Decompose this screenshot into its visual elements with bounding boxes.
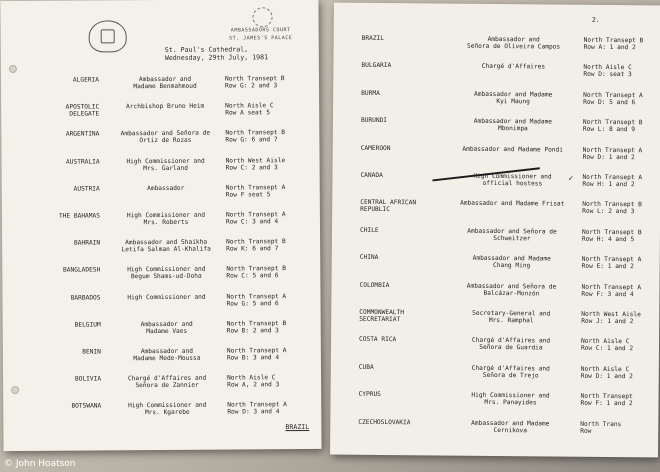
guest-name: Ambassador and Madame <box>473 117 553 126</box>
seat-location: North Transept A <box>583 91 643 100</box>
guest-name-cont: Señora de Trejo <box>482 371 539 380</box>
photo-credit: © John Hoatson <box>4 459 76 469</box>
guest-name-cont: Ortiz de Rozas <box>139 137 192 145</box>
guest-name: Ambassador and <box>487 35 540 44</box>
guest-name-cont: Chang Ming <box>493 262 531 270</box>
page-number: 2. <box>591 15 600 24</box>
country-name: COSTA RICA <box>359 336 397 344</box>
seat-row: Row A: 1 and 2 <box>583 43 636 52</box>
country-name: CENTRAL AFRICAN <box>360 199 417 207</box>
guest-name-cont: Mrs. Garland <box>143 164 188 172</box>
guest-name: Ambassador and <box>138 75 192 84</box>
guest-name-cont: Mbonimpa <box>497 125 528 133</box>
seat-location: North Transept A <box>581 283 642 291</box>
seat-row: Row J: 1 and 2 <box>581 317 634 326</box>
guest-name: High Commissioner and <box>126 211 206 220</box>
guest-name: Ambassador and Madame Frisat <box>460 200 565 208</box>
seat-location: North Aisle C <box>580 365 630 373</box>
guest-name: High Commissioner and <box>127 293 206 301</box>
header-line-1: AMBASSADORS COURT <box>230 27 291 34</box>
guest-name-cont: Cernikova <box>493 426 528 434</box>
seat-location: North Transept B <box>226 265 286 273</box>
seat-location: North Transept A <box>225 183 286 192</box>
country-name: COLOMBIA <box>359 281 390 289</box>
seat-location: North Transept B <box>583 36 644 45</box>
country-name: BELGIUM <box>74 321 101 329</box>
seating-row <box>3 401 321 437</box>
seat-location: North Transept A <box>225 211 286 219</box>
seat-location: North Transept A <box>226 347 287 355</box>
seat-row: Row B: 3 and 4 <box>226 354 280 362</box>
guest-name: Ambassador and Shaikha <box>125 238 208 247</box>
guest-name-cont: Begum Shams-ud-Doha <box>130 273 202 281</box>
seat-location: North Transept A <box>582 146 643 154</box>
seat-row: Row G: 6 and 7 <box>225 136 278 144</box>
guest-name: Ambassador and <box>140 320 193 328</box>
seat-location: North Transept B <box>226 238 286 246</box>
guest-name: Ambassador and Señora de <box>120 130 211 138</box>
country-name: APOSTOLIC <box>65 103 100 111</box>
guest-name: Ambassador and Madame <box>474 90 553 99</box>
country-name: CYPRUS <box>358 390 381 399</box>
guest-name: Ambassador and Señora de <box>467 227 557 236</box>
seat-location: North Trans <box>580 420 622 428</box>
country-name: BANGLADESH <box>63 266 101 275</box>
guest-name: Ambassador and Madame <box>471 419 550 428</box>
seat-row: Row D: seat 3 <box>583 71 632 79</box>
guest-name-cont: Señora de Oliveira Campos <box>466 42 561 51</box>
seat-row: Row B: 2 and 3 <box>226 326 279 335</box>
guest-name-cont: Madame Vaes <box>146 327 188 335</box>
seat-row: Row C: 5 and 6 <box>226 272 279 280</box>
seat-location: North Aisle C <box>580 338 630 346</box>
seat-row: Row C: 2 and 3 <box>225 163 278 172</box>
seat-location: North Transept A <box>226 292 287 301</box>
seat-location: North Transept B <box>582 118 643 127</box>
seat-row: Row F seat 5 <box>225 191 271 199</box>
guest-name-cont: Balcázar-Monzón <box>483 289 540 297</box>
seat-row: Row C: 1 and 2 <box>580 345 634 353</box>
guest-name: High Commissioner and <box>473 172 552 181</box>
country-name: BULGARIA <box>361 62 392 70</box>
guest-name-cont: Mrs. Roberts <box>143 218 189 227</box>
event-heading <box>165 45 268 62</box>
seat-location: North West Aisle <box>225 156 286 165</box>
country-name: ALGERIA <box>72 76 100 84</box>
country-name: THE BAHAMAS <box>58 212 100 220</box>
seat-location: North Transept A <box>582 173 643 182</box>
seat-row: Row D: 3 and 4 <box>227 408 280 416</box>
country-name: CHINA <box>359 253 379 262</box>
seating-row <box>330 418 658 455</box>
country-name-cont: SECRETARIAT <box>359 315 401 324</box>
seat-location: North Transept <box>580 392 633 401</box>
country-name: CHILE <box>359 226 379 234</box>
guest-name-cont: Schweitzer <box>493 234 531 243</box>
guest-name-cont: Señora de Zannier <box>135 381 199 390</box>
seat-location: North Transept B <box>224 75 285 83</box>
guest-name-cont: official hostess <box>482 179 543 188</box>
seat-row: Row <box>580 427 592 435</box>
country-name: COMMONWEALTH <box>359 308 405 317</box>
seat-location: North Aisle C <box>225 102 274 110</box>
country-name: BAHRAIN <box>74 239 101 247</box>
guest-name: Secretary-General and <box>472 309 551 318</box>
country-name-cont: DELEGATE <box>69 110 100 118</box>
guest-name-cont: Mrs. Panayides <box>484 399 537 407</box>
guest-name: Ambassador and <box>140 347 193 356</box>
seat-row: Row H: 4 and 5 <box>581 235 635 244</box>
guest-name: Ambassador and Madame Pondi <box>462 145 564 154</box>
country-name: AUSTRIA <box>73 185 100 193</box>
country-name: BOLIVIA <box>74 375 102 383</box>
guest-name: Chargé d'Affaires and <box>471 337 551 345</box>
royal-crest-icon <box>89 20 127 52</box>
seat-row: Row F: 3 and 4 <box>581 290 634 298</box>
country-name: BENIN <box>82 348 101 356</box>
seat-row: Row D: 1 and 2 <box>580 372 633 380</box>
event-line-2: Wednesday, 29th July, 1981 <box>164 53 269 62</box>
country-name: CZECHOSLOVAKIA <box>358 418 411 426</box>
seat-row: Row D: 1 and 2 <box>582 153 635 161</box>
seal-icon <box>252 7 272 27</box>
guest-name: Chargé d'Affaires and <box>127 374 207 383</box>
seat-row: Row K: 6 and 7 <box>226 245 279 253</box>
guest-name: High Commissioner and <box>128 402 207 410</box>
guest-name-cont: Mrs. Kgarebe <box>144 409 190 417</box>
seat-row: Row L: 2 and 3 <box>582 208 635 216</box>
right-page <box>330 3 660 458</box>
country-name-cont: REPUBLIC <box>360 206 391 214</box>
country-name: BOTSWANA <box>71 402 102 411</box>
seat-row: Row C: 3 and 4 <box>225 218 279 226</box>
seat-row: Row L: 8 and 9 <box>582 125 636 134</box>
country-name: BURMA <box>361 89 380 97</box>
header-line-2: ST. JAMES'S PALACE <box>229 35 293 42</box>
country-name: BARBADOS <box>70 294 101 302</box>
seat-location: North Transept A <box>227 401 287 409</box>
guest-name-cont: Kyi Maung <box>496 97 530 106</box>
seat-row: Row A seat 5 <box>225 109 270 117</box>
seat-location: North Transept B <box>226 319 287 328</box>
seat-row: Row H: 1 and 2 <box>582 180 635 189</box>
country-name: CAMEROON <box>360 144 391 152</box>
guest-name: Archbishop Bruno Heim <box>126 102 205 111</box>
country-name: BURUNDI <box>360 117 388 125</box>
seat-location: North Aisle C <box>583 64 632 72</box>
country-name: ARGENTINA <box>65 130 100 139</box>
seat-location: North Transept B <box>225 129 285 137</box>
punch-hole <box>9 65 17 73</box>
guest-name-cont: Señora de Guardia <box>479 344 543 352</box>
guest-name: High Commissioner and <box>126 157 205 165</box>
guest-name-cont: Madame Mede-Moussa <box>133 354 201 363</box>
guest-name: Chargé d'Affaires and <box>471 364 550 373</box>
country-name: CUBA <box>358 363 374 371</box>
seat-row: Row F: 1 and 2 <box>580 399 633 408</box>
guest-name-cont: Madame Benmahmoud <box>133 82 197 91</box>
guest-name: Ambassador and Señora de <box>466 282 557 291</box>
country-name: AUSTRALIA <box>66 158 100 166</box>
seat-location: North Transept A <box>581 255 642 264</box>
tick-mark: ✓ <box>568 173 574 183</box>
country-name: CANADA <box>360 171 383 180</box>
seat-row: Row A, 2 and 3 <box>227 381 280 389</box>
guest-name-cont: Letifa Salman Al-Khalifa <box>121 245 211 254</box>
guest-name: Chargé d'Affaires <box>481 63 546 71</box>
seat-row: Row G: 2 and 3 <box>225 82 278 90</box>
seat-row: Row G: 5 and 6 <box>226 299 279 308</box>
guest-name: Ambassador and Madame <box>472 254 551 263</box>
seat-row: Row E: 1 and 2 <box>581 262 634 271</box>
left-page <box>0 0 321 451</box>
event-line-1: St. Paul's Cathedral, <box>164 45 249 54</box>
seat-location: North Aisle C <box>227 374 276 382</box>
country-name: BRAZIL <box>361 34 385 43</box>
seat-row: Row D: 5 and 6 <box>583 98 636 107</box>
seat-location: North West Aisle <box>581 310 641 319</box>
guest-name: High Commissioner and <box>471 391 550 400</box>
guest-name-cont: Mrs. Ramphal <box>488 316 534 325</box>
page-footer: BRAZIL <box>285 422 310 432</box>
seat-location: North Transept B <box>581 228 642 237</box>
seat-location: North Transept B <box>582 201 642 209</box>
guest-name: High Commissioner and <box>127 266 206 274</box>
guest-name: Ambassador <box>147 184 185 192</box>
